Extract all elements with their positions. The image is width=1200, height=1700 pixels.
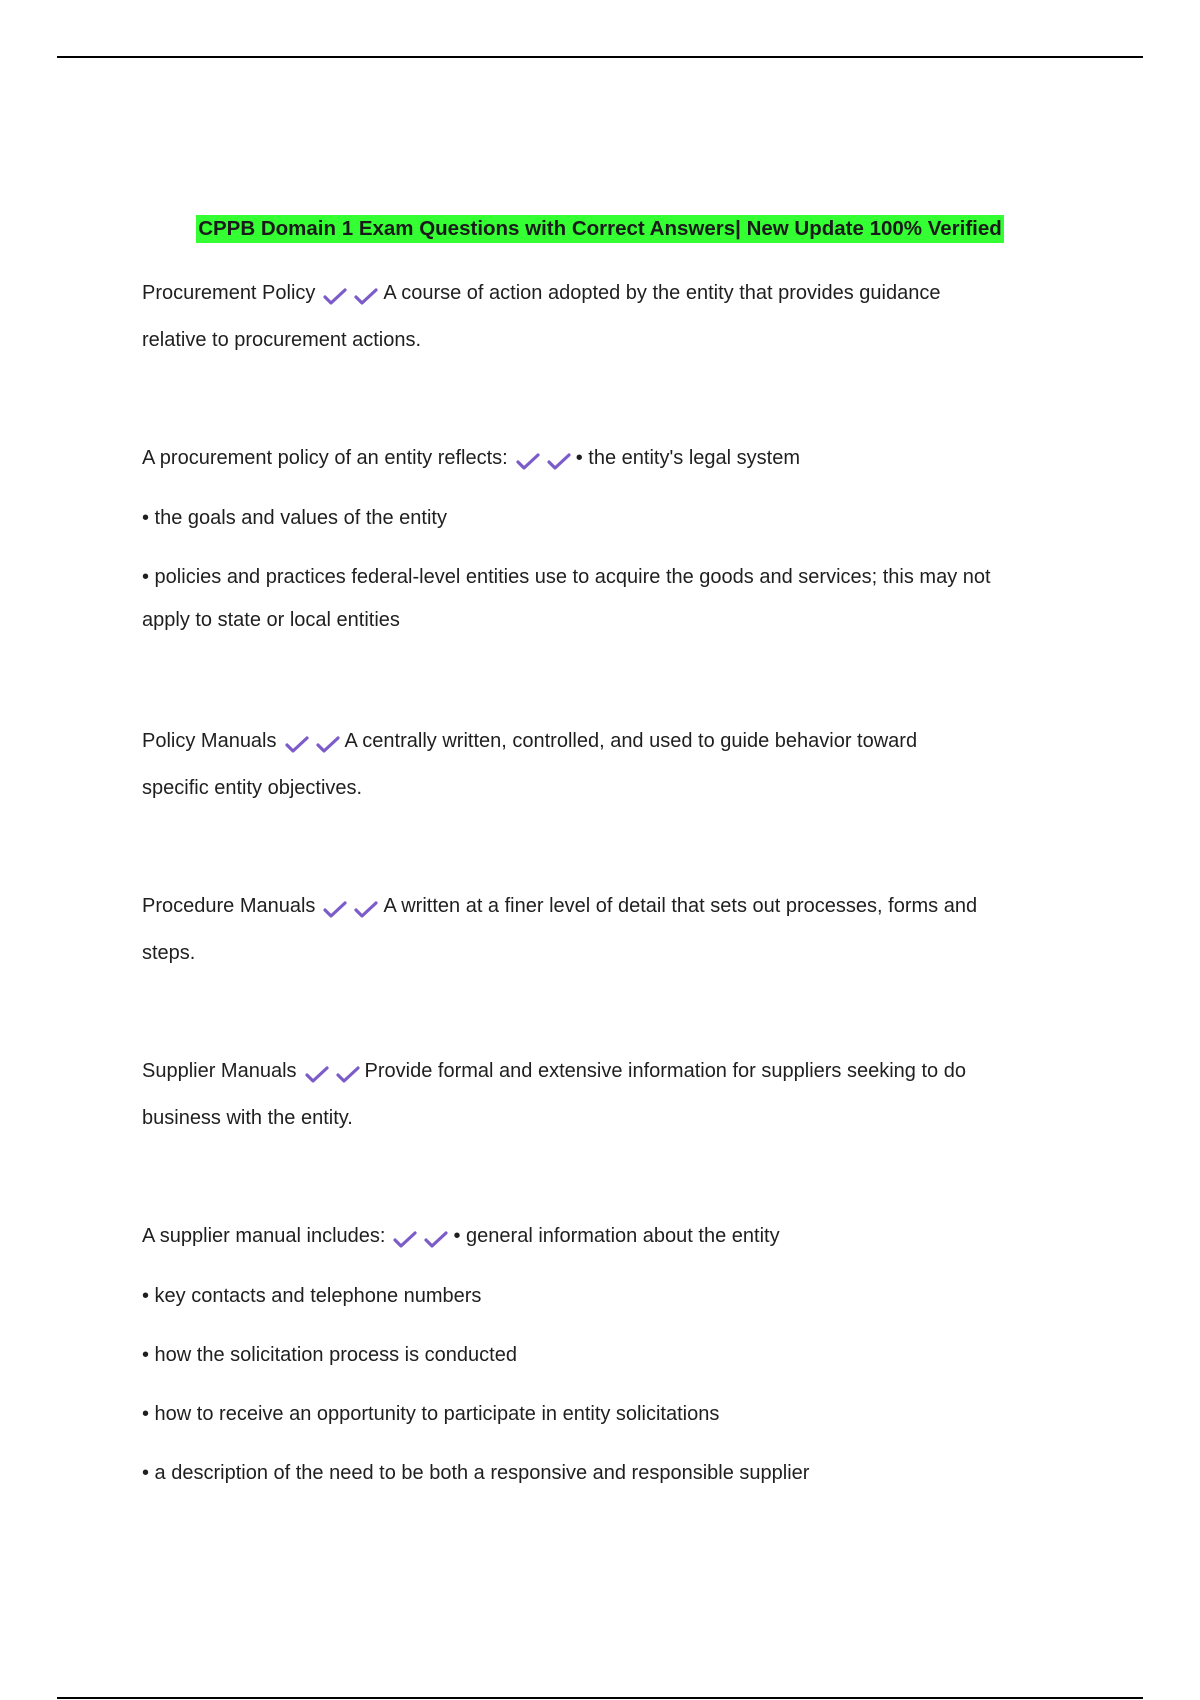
double-check-icon (393, 1217, 449, 1261)
list-item: • the goals and values of the entity (142, 507, 447, 529)
double-check-icon (285, 722, 341, 766)
entry-definition: A course of action adopted by the entity that provides guidance (383, 282, 941, 304)
list-item: • how to receive an opportunity to participate in entity solicitations (142, 1403, 720, 1425)
top-rule (57, 56, 1143, 58)
entry-term: A supplier manual includes: (142, 1225, 386, 1247)
entry-definition: • the entity's legal system (575, 447, 800, 469)
entry-definition: A written at a finer level of detail that sets out processes, forms and (383, 895, 978, 917)
entry-policy-manuals (142, 719, 1072, 810)
entry-definition-cont: relative to procurement actions. (142, 329, 422, 351)
page-title: CPPB Domain 1 Exam Questions with Correct Answers| New Update 100% Verified (196, 215, 1004, 243)
list-item: • how the solicitation process is conducted (142, 1344, 517, 1366)
list-item: • key contacts and telephone numbers (142, 1285, 482, 1307)
entry-term: A procurement policy of an entity reflects: (142, 447, 508, 469)
entry-procedure-manuals (142, 884, 1072, 975)
entry-definition-cont: steps. (142, 942, 196, 964)
entry-definition-cont: business with the entity. (142, 1107, 353, 1129)
entry-term: Supplier Manuals (142, 1060, 297, 1082)
bottom-rule (57, 1697, 1143, 1699)
entry-term: Procurement Policy (142, 282, 316, 304)
entry-definition: A centrally written, controlled, and used to guide behavior toward (344, 730, 918, 752)
entry-definition: Provide formal and extensive information for suppliers seeking to do (364, 1060, 966, 1082)
entry-supplier-manuals (142, 1049, 1072, 1140)
double-check-icon (305, 1052, 361, 1096)
list-item: • a description of the need to be both a responsive and responsible supplier (142, 1462, 810, 1484)
double-check-icon (516, 439, 572, 483)
list-item-cont: apply to state or local entities (142, 609, 400, 631)
list-item: • policies and practices federal-level entities use to acquire the goods and services; this may not (142, 566, 991, 588)
entry-definition-cont: specific entity objectives. (142, 777, 363, 799)
double-check-icon (323, 887, 379, 931)
entry-supplier-manual-includes (142, 1214, 1072, 1261)
entry-term: Policy Manuals (142, 730, 277, 752)
entry-procurement-policy-reflects (142, 436, 1072, 483)
entry-definition: • general information about the entity (453, 1225, 780, 1247)
entry-term: Procedure Manuals (142, 895, 316, 917)
double-check-icon (323, 274, 379, 318)
entry-procurement-policy (142, 271, 1072, 362)
title-container (0, 215, 1200, 243)
